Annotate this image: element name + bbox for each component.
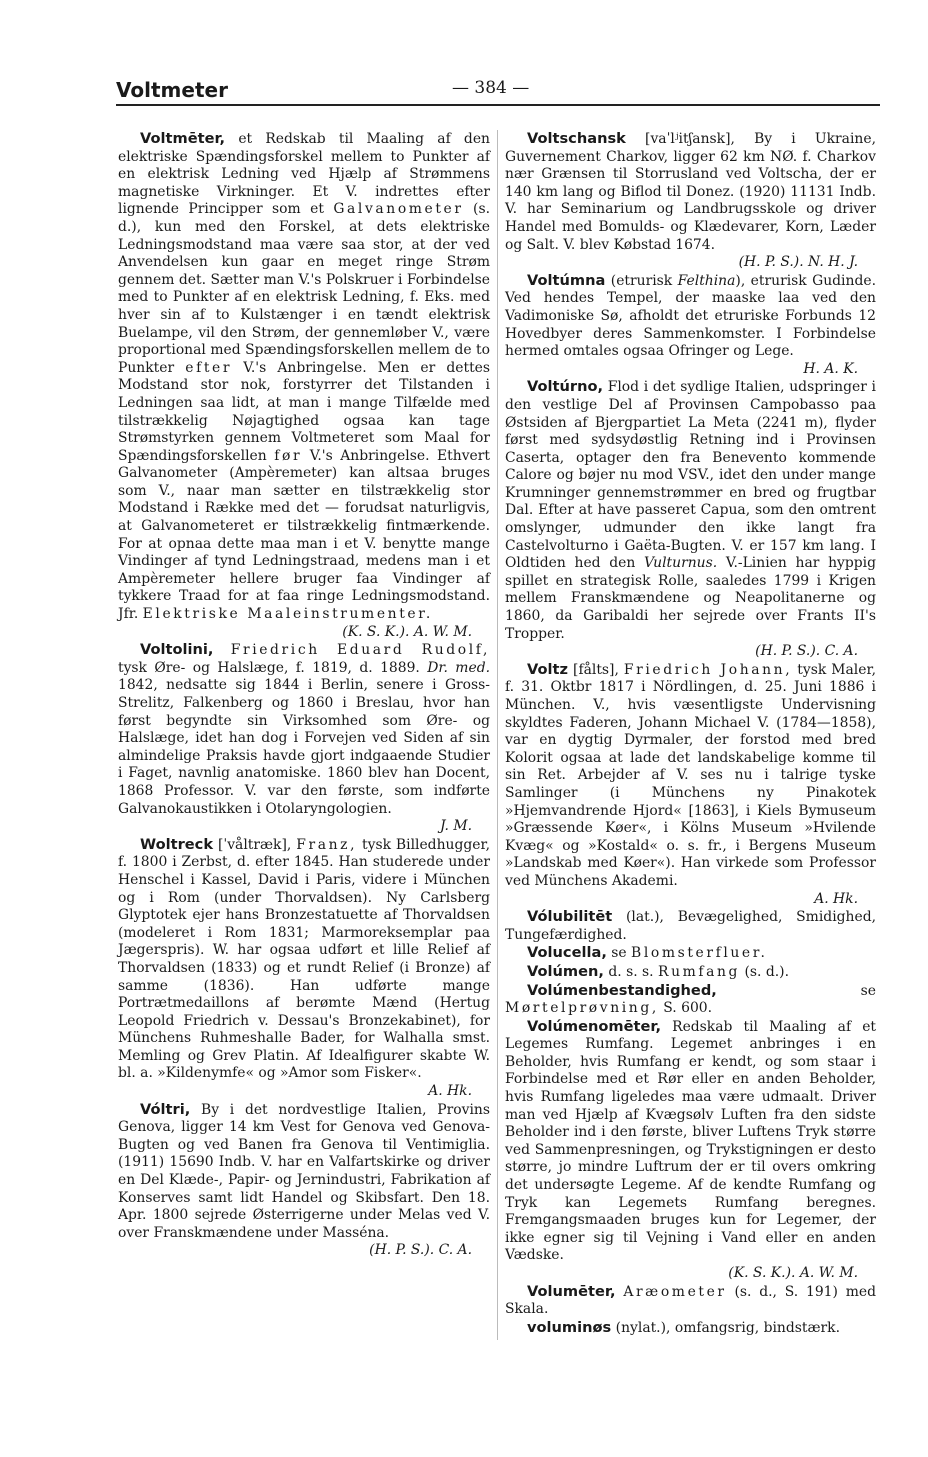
spaced-term: efter [185, 359, 233, 376]
entry-volturno [505, 378, 876, 661]
entry-volubilitet [505, 908, 876, 944]
author-signature: A. Hk. [428, 1083, 472, 1100]
headword: Volúmen, [527, 962, 604, 980]
entry-volumen [505, 963, 876, 982]
entry-text: S. 600. [658, 1000, 713, 1017]
entry-text: [vaˈlʲitʃansk], By i Ukraine, Guvernement Charkov, ligger 62 km NØ. f. Charkov nær Grænsen til Storrusland ved Voltscha, der er 140 km lang og Biflod til Donez. (1920) 11131 Indb. V. har Seminarium og Landbrugsskole og driver Handel med Bomulds- og Klædevarer, Korn, Læder og Salt. V. blev Købstad 1674. [505, 131, 876, 253]
italic-term: Dr. med. [427, 659, 491, 676]
entry-text: tysk Maler, f. 31. Oktbr 1817 i Nördlingen, d. 25. Juni 1886 i München. V., hvis væsentligste Undervisning skyldtes Faderen, Johann Michael V. (1784—1858), var en dygtig Dyrmaler, der forstod med bred Kolorit ogsaa at lade det landskabelige komme til sin Ret. Arbejder af V. ses nu i talrige tyske Samlinger (i Münchens ny Pinakotek »Hjemvandrende Hjord« [1863], i Kiels Bymuseum »Græssende Køer«, i Kölns Museum »Hvilende Kvæg« og »Kostald« o. s. fr., i Bergens Museum »Landskab med Køer«). Han virkede som Professor ved Münchens Akademi. [505, 661, 876, 889]
headword: Voltolini, [140, 641, 214, 659]
entry-text: se [716, 982, 876, 999]
entry-text: tysk Billedhugger, f. 1800 i Zerbst, d. efter 1845. Han studerede under Henschel i Kassel, David i Paris, videre i München og i Rom (under Thorvaldsen). Ny Carlsberg Glyptotek ejer hans Bronzestatuette af Thorvaldsen (modeleret i Rom 1831; Marmoreksemplar paa Jægerspris). W. har ogsaa udført et lille Relief af Thorvaldsen (1833) og et rundt Relief (i Bronze) af samme (1836). Han udførte mange Portrætmedaillons af berømte Mænd (Hertug Leopold Friedrich v. Dessau's Bronzekabinet), for Münchens Ruhmeshalle Bader, for Walhalla smst. Memling og Grev Platin. Af Idealfigurer skabte W. bl. a. »Kildenymfe« og »Amor som Fisker«. [118, 836, 490, 1082]
entry-text: (etrurisk [605, 272, 678, 289]
author-signature: (K. S. K.). A. W. M. [342, 623, 472, 640]
italic-term: Vulturnus. [644, 555, 718, 572]
entry-woltreck [118, 836, 490, 1101]
author-signature: (K. S. K.). A. W. M. [728, 1265, 858, 1281]
entry-text: (lat.), Bevægelighed, Smidighed, Tungefærdighed. [505, 909, 876, 943]
entry-text: 1842, nedsatte sig 1844 i Berlin, senere i Gross-Strelitz, Falkenberg og 1860 i Breslau, hvor han først begyndte sin Virksomhed som Øre- og Halslæge, idet han dog i Forvejen ved Siden af sin almindelige Praksis havde gjort indgaaende Studier i Faget, navnlig anatomiske. 1860 blev han Docent, 1868 Professor. V. var den første, som indførte Galvanokaustikken i Otolaryngologien. [118, 677, 490, 817]
running-head-word: Voltmeter [116, 78, 228, 102]
headword: Voltz [527, 660, 568, 678]
right-column [505, 130, 876, 1337]
entry-text: (s. d.). [740, 963, 789, 980]
author-signature: A. Hk. [814, 890, 858, 907]
headword: Voltúrno, [527, 378, 604, 396]
spaced-term: Aræometer [623, 1283, 727, 1300]
column-divider [497, 130, 498, 1340]
entry-text: d. s. s. [603, 963, 659, 980]
author-signature: (H. P. S.). C. A. [369, 1242, 472, 1259]
page-number: — 384 — [452, 78, 530, 98]
headword: Voltschansk [527, 130, 626, 147]
spaced-term: Friedrich Johann, [623, 661, 793, 678]
entry-voluminos [505, 1319, 876, 1338]
entry-voltmeter [118, 130, 490, 641]
entry-text: V.'s Anbringelse. Ethvert Galvanometer (Ampèremeter) kan altsaa bruges som V., naar man sætter en tilstrækkelig stor Modstand i Række med det — forudsat naturligvis, at Galvanometeret er tilstrækkelig fintmærkende. For at opnaa dette maa man i et V. benytte mange Vindinger af tynd Ledningstraad, medens man i et Ampèremeter hellere bruger faa Vindinger af tykkere Traad for at faa ringe Ledningsmodstand. Jfr. [118, 447, 490, 623]
entry-text: By i det nordvestlige Italien, Provins Genova, ligger 14 km Vest for Genova ved Genova-Bugten og ved Banen fra Genova til Ventimiglia. (1911) 15690 Indb. V. har en Valfartskirke og driver en Del Klæde-, Papir- og Jernindustri, Fabrikation af Konserves samt lidt Handel og Skibsfart. Den 18. Apr. 1800 sejrede Østerrigerne under Melas ved V. over Franskmændene under Masséna. [118, 1101, 490, 1241]
spaced-term: Mørtelprøvning, [505, 1000, 659, 1017]
entry-voltri [118, 1101, 490, 1260]
entry-text: V.'s Anbringelse. Men er dettes Modstand stor nok, forstyrrer det Tilstanden i Ledningen saa lidt, at man i mange Tilfælde med tilstrækkelig Nøjagtighed ogsaa kan tage Strømstyrken gennem Voltmeteret som Maal for Spændingsforskellen [118, 359, 491, 464]
headword: Volucella, [527, 944, 607, 962]
entry-text: (nylat.), omfangsrig, bindstærk. [611, 1319, 840, 1336]
headword: Woltreck [140, 835, 214, 853]
entry-text: Flod i det sydlige Italien, udspringer i den vestlige Del af Provinsen Campobasso paa Østsiden af Bjergpartiet La Meta (2241 m), flyder først med sydsydøstlig Retning ind i Provinsen Caserta, optager den fra Benevento kommende Calore og bøjer nu mod VSV., idet den under mange Krumninger gennemstrømmer en bred og frugtbar Dal. Efter at have passeret Capua, som den omtrent omslynger, udmunder den ikke langt fra Castelvolturno i Gaëta-Bugten. V. er 157 km lang. I Oldtiden hed den [505, 379, 876, 572]
left-column [118, 130, 490, 1260]
header-rule [116, 104, 880, 106]
entry-text: et Redskab til Maaling af den elektriske Spændingsforskel mellem to Punkter af en elektrisk Ledning ved Hjælp af Strømmens magnetiske Virkninger. Et V. indrettes efter lignende Principper som et [118, 131, 490, 218]
entry-text: [fålts], [568, 661, 624, 678]
entry-volumenbestandighed [505, 982, 876, 1018]
spaced-term: Rumfang [658, 963, 741, 980]
entry-text: Redskab til Maaling af et Legemes Rumfang. Legemet anbringes i en Beholder, hvis Rumfang er kendt, og som staar i Forbindelse med et Rør eller en anden Beholder, hvis Rumfang ligeledes maa være udmaalt. Driver man ved Hjælp af Kvægsølv Luften fra den sidste Beholder ind i den første, bliver Luftens Tryk større ved Sammenpresningen, og Trykstigningen er desto større, jo mindre Luftrum der er til overs omkring det undersøgte Legeme. Af de kendte Rumfang og Tryk kan Legemets Rumfang beregnes. Fremgangsmaaden bruges kun for Legemer, der ikke egner sig til Vejning i Vand eller en anden Vædske. [505, 1018, 876, 1264]
spaced-term: før [274, 447, 303, 464]
entry-volumeter [505, 1283, 876, 1319]
entry-voltumna [505, 272, 876, 379]
headword: voluminøs [527, 1318, 612, 1336]
entry-volumenometer [505, 1018, 876, 1283]
running-header [116, 76, 878, 106]
entry-text: se [606, 945, 632, 962]
spaced-term: Galvanometer [333, 201, 464, 218]
entry-text: [ˈvåltræk], [213, 836, 297, 853]
headword: Volúmenomēter, [527, 1017, 662, 1035]
entry-text: tysk Øre- og Halslæge, f. 1819, d. 1889. [118, 659, 428, 676]
entry-text: (s. d., S. 191) med Skala. [505, 1283, 876, 1318]
author-signature: (H. P. S.). C. A. [755, 643, 858, 660]
entry-voltolini [118, 641, 490, 836]
author-signature: J. M. [440, 818, 472, 835]
spaced-term: Franz, [296, 836, 358, 853]
italic-term: Felthina [677, 272, 736, 289]
spaced-term: Blomsterfluer. [631, 945, 768, 962]
entry-text: (s. d.), kun med den Forskel, at dets elektriske Ledningsmodstand maa være saa stor, at der ved Anvendelsen kun gaar en meget ringe Strøm gennem det. Sætter man V.'s Polskruer i Forbindelse med to Punkter af en elektrisk Ledning, f. Eks. med hver sin af to Kulstænger i en tændt elektrisk Buelampe, vil den Strøm, der gennemløber V., være proportional med Spændingsforskellen mellem de to Punkter [118, 201, 490, 376]
author-signature: H. A. K. [803, 360, 858, 377]
entry-voltschansk [505, 130, 876, 272]
spaced-term: Elektriske Maaleinstrumenter. [142, 606, 433, 623]
headword: Volúmenbestandighed, [527, 981, 717, 999]
author-signature: (H. P. S.). N. H. J. [738, 254, 858, 271]
headword: Vólubilitēt [527, 908, 613, 926]
entry-text: ), etrurisk Gudinde. Ved hendes Tempel, der maaske laa ved den Vadimoniske Sø, afholdt det etruriske Forbunds 12 Hovedbyer deres Sammenkomster. I Forbindelse hermed omtales ogsaa Ofringer og Lege. [505, 272, 876, 360]
headword: Voltmēter, [140, 130, 226, 147]
headword: Voltúmna [527, 271, 606, 289]
headword: Vóltri, [140, 1100, 191, 1118]
spaced-term: Friedrich Eduard Rudolf, [213, 642, 490, 659]
entry-voltz [505, 661, 876, 908]
entry-volucella [505, 944, 876, 963]
headword: Volumēter, [527, 1282, 616, 1300]
entry-text: V.-Linien har hyppig spillet en strategisk Rolle, saaledes 1799 i Krigen mellem Franskmændene og Neapolitanerne og 1860, da Garibaldi her sejrede over Frants II's Tropper. [505, 555, 876, 642]
